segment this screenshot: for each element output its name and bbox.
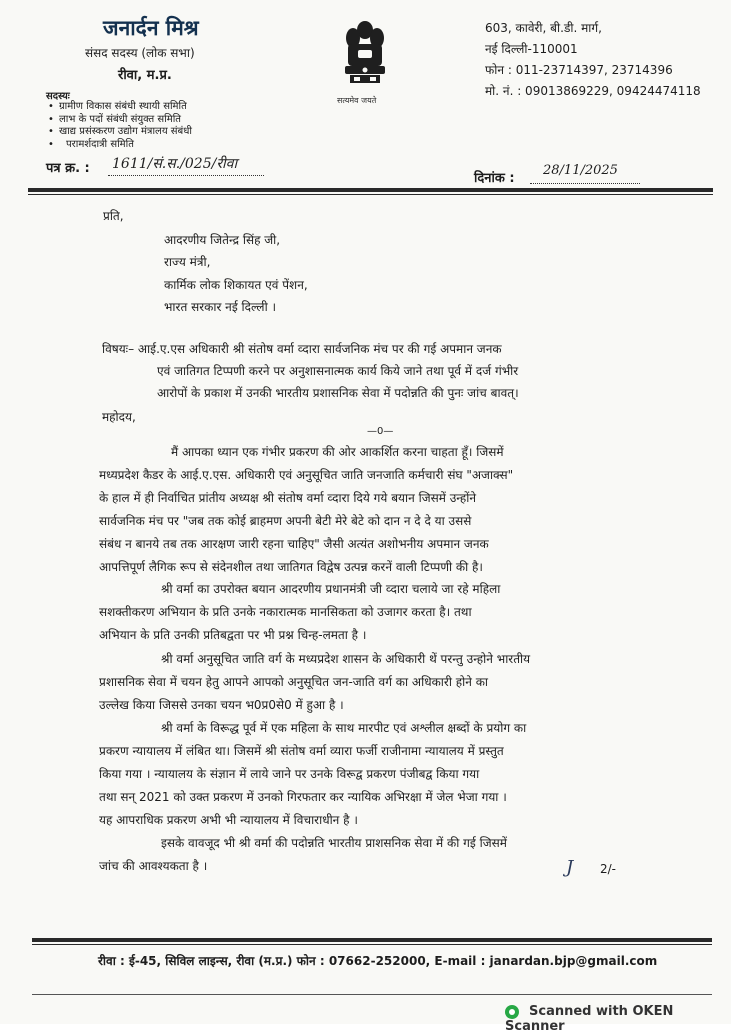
paragraph-line: आपत्तिपूर्ण लैगिक रूप से संदेनशील तथा जातिगत विद्वेष उत्पन्न करनें वाली टिप्पणी की है। [99, 560, 483, 574]
letter-number: 1611/सं.स./025/रीवा [112, 156, 238, 172]
letter-no-label: पत्र क्र. : [46, 161, 90, 176]
paragraph-line: तथा सन् 2021 को उक्त प्रकरण में उनको गिरफतार कर न्यायिक अभिरक्षा में जेल भेजा गया । [99, 790, 507, 804]
recipient-line: कार्मिक लोक शिकायत एवं पेंशन, [164, 278, 308, 292]
sender-name: जनार्दन मिश्र [103, 16, 199, 40]
scanner-logo-icon [505, 1005, 519, 1019]
scanner-watermark [505, 1004, 731, 1034]
recipient-line: आदरणीय जितेन्द्र सिंह जी, [164, 233, 281, 247]
committee-item: • ग्रामीण विकास संबंधी स्थायी समिति [46, 101, 192, 114]
emblem-motto: सत्यमेव जयते [337, 96, 377, 105]
letter-no-dotted-line [108, 175, 264, 176]
subject-line: आरोपों के प्रकाश में उनकी भारतीय प्रशासनिक सेवा में पदोन्नति की पुनः जांच बावत्। [157, 386, 519, 400]
paragraph-line: श्री वर्मा अनुसूचित जाति वर्ग के मध्यप्रदेश शासन के अधिकारी थें परन्तु उन्होने भारतीय [161, 652, 531, 666]
subject-line: विषयः– आई.ए.एस अधिकारी श्री संतोष वर्मा व्दारा सार्वजनिक मंच पर की गई अपमान जनक [102, 342, 502, 356]
paragraph-line: के हाल में ही निर्वाचित प्रांतीय अध्यक्ष श्री संतोष वर्मा व्दारा दिये गये बयान जिसमें उन्होंने [99, 491, 477, 505]
paragraph-line: अभियान के प्रति उनकी प्रतिबद्वता पर भी प्रश्न चिन्ह-लमता है । [99, 628, 367, 642]
recipient-line: राज्य मंत्री, [164, 255, 211, 269]
to-label: प्रति, [103, 209, 124, 223]
header-divider-thin [28, 194, 713, 195]
members-heading: सदस्यः [46, 91, 70, 102]
paragraph-line: जांच की आवश्यकता है । [99, 859, 208, 873]
office-address [485, 18, 701, 102]
paragraph-line: उल्लेख किया जिससे उनका चयन भ0प्र0से0 में हुआ है । [99, 698, 344, 712]
address-line: नई दिल्ली-110001 [485, 42, 578, 56]
national-emblem-icon [340, 16, 390, 91]
paragraph-line: सशक्तीकरण अभियान के प्रति उनके नकारात्मक मानसिकता को उजागर करता है। तथा [99, 605, 472, 619]
separator: —0— [367, 426, 394, 437]
committee-item: • खाद्य प्रसंस्करण उद्योग मंत्रालय संबंधी [46, 126, 192, 139]
page-number: 2/- [600, 862, 617, 876]
paragraph-line: प्रकरण न्यायालय में लंबित था। जिसमें श्री संतोष वर्मा व्यारा फर्जी राजीनामा न्यायालय में प्रस्तुत [99, 744, 504, 758]
paragraph-line: श्री वर्मा के विरूद्ध पूर्व में एक महिला के साथ मारपीट एवं अश्लील क्षब्दों के प्रयोग का [161, 721, 527, 735]
sender-place: रीवा, म.प्र. [118, 68, 172, 83]
footer-divider [32, 938, 712, 942]
header-divider [28, 188, 713, 192]
date-dotted-line [530, 183, 640, 184]
footer-divider-thin [32, 944, 712, 945]
footer-address: रीवा : ई-45, सिविल लाइन्स, रीवा (म.प्र.) फोन : 07662-252000, E-mail : janardan.bjp@gmail.com [98, 954, 658, 968]
sender-designation: संसद सदस्य (लोक सभा) [85, 46, 195, 60]
scanner-label: Scanned with OKEN Scanner [505, 1004, 674, 1034]
page-bottom-edge [32, 994, 712, 995]
paragraph-line: प्रशासनिक सेवा में चयन हेतु आपने आपको अनुसूचित जन-जाति वर्ग का अधिकारी होने का [99, 675, 489, 689]
paragraph-line: संबंध न बानये तब तक आरक्षण जारी रहना चाहिए" जैसी अत्यंत अशोभनीय अपमान जनक [99, 537, 489, 551]
paragraph-line: श्री वर्मा का उपरोक्त बयान आदरणीय प्रधानमंत्री जी व्दारा चलाये जा रहे महिला [161, 582, 501, 596]
address-line: फोन : 011-23714397, 23714396 [485, 63, 673, 77]
salutation: महोदय, [102, 410, 136, 424]
paragraph-line: किया गया । न्यायालय के संज्ञान में लाये जाने पर उनके विरूद्व प्रकरण पंजीबद्व किया गया [99, 767, 480, 781]
address-line: मो. नं. : 09013869229, 09424474118 [485, 84, 701, 98]
date-value: 28/11/2025 [543, 163, 618, 178]
committee-item: • लाभ के पदों संबंधी संयुक्त समिति [46, 114, 192, 127]
paragraph-line: इसके वावजूद भी श्री वर्मा की पदोन्नति भारतीय प्राशसनिक सेवा में की गई जिसमें [161, 836, 507, 850]
subject-line: एवं जातिगत टिप्पणी करने पर अनुशासनात्मक कार्य किये जाने तथा पूर्व में दर्ज गंभीर [157, 364, 519, 378]
paragraph-line: सार्वजनिक मंच पर "जब तक कोई ब्राहमण अपनी बेटी मेरे बेटे को दान न दे दे या उससे [99, 514, 472, 528]
paragraph-line: यह आपराधिक प्रकरण अभी भी न्यायालय में विचाराधीन है । [99, 813, 358, 827]
signature: J [566, 857, 574, 878]
paragraph-line: मध्यप्रदेश कैडर के आई.ए.एस. अधिकारी एवं अनुसूचित जाति जनजाति कर्मचारी संघ "अजाक्स" [99, 468, 514, 482]
committee-list [46, 101, 192, 151]
committee-item: • परामर्शदात्री समिति [46, 139, 192, 152]
date-label: दिनांक : [474, 171, 515, 186]
paragraph-line: मैं आपका ध्यान एक गंभीर प्रकरण की ओर आकर्शित करना चाहता हूँ। जिसमें [171, 445, 504, 459]
address-line: 603, कावेरी, बी.डी. मार्ग, [485, 21, 602, 35]
recipient-line: भारत सरकार नई दिल्ली । [164, 300, 277, 314]
